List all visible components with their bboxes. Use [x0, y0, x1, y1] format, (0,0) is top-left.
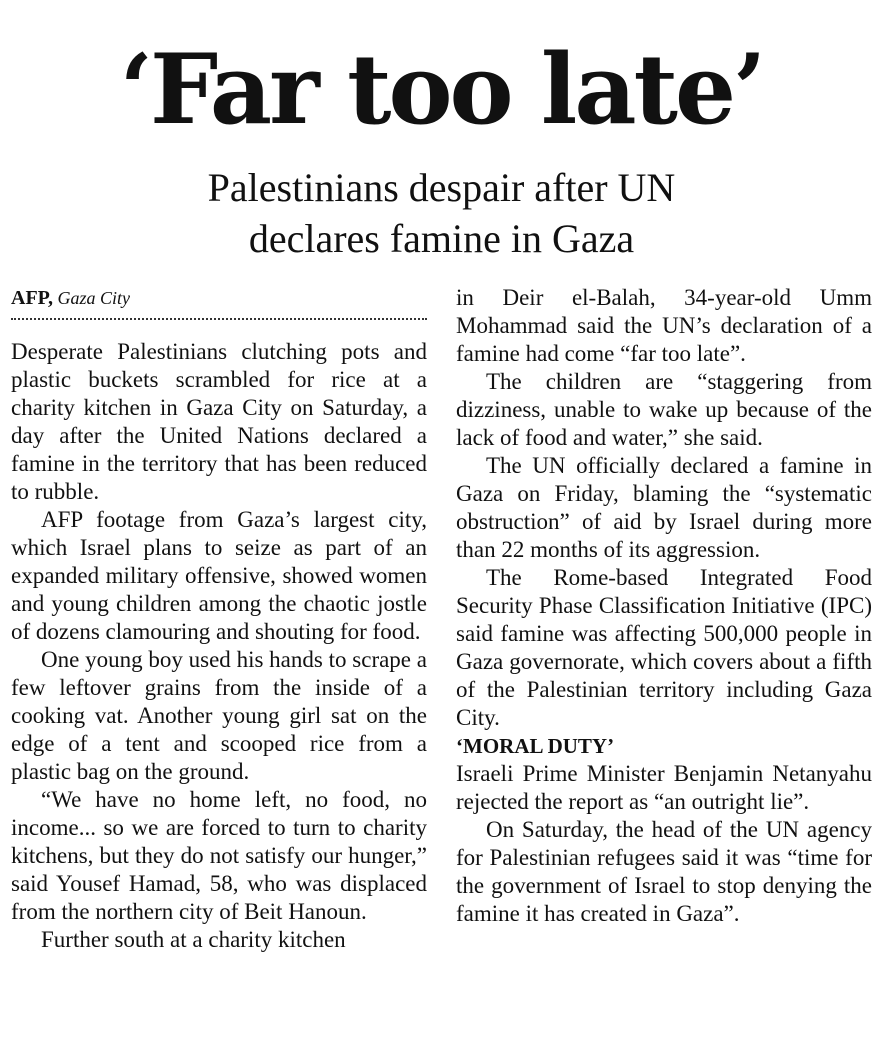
headline: ‘Far too late’ — [119, 33, 764, 146]
paragraph: The Rome-based Integrated Food Security Phase Classification Initiative (IPC) said famine was affecting 500,000 people in Gaza governorate, which covers about a fifth of the Palestinian territory including Gaza City. — [456, 565, 872, 730]
article-column-right — [456, 284, 872, 928]
crosshead: ‘MORAL DUTY’ — [456, 734, 615, 758]
dateline — [11, 284, 427, 320]
subheadline-line-1: Palestinians despair after UN — [207, 165, 676, 210]
paragraph: The children are “staggering from dizziness, unable to wake up because of the lack of food and water,” she said. — [456, 369, 872, 450]
paragraph: Desperate Palestinians clutching pots and plastic buckets scrambled for rice at a charity kitchen in Gaza City on Saturday, a day after the United Nations declared a famine in the territory that has been reduced to rubble. — [11, 339, 427, 504]
paragraph-continuation: in Deir el-Balah, 34-year-old Umm Mohammad said the UN’s declaration of a famine had come “far too late”. — [456, 285, 872, 366]
subheadline — [0, 162, 883, 264]
paragraph: On Saturday, the head of the UN agency for Palestinian refugees said it was “time for the government of Israel to stop denying the famine it has created in Gaza”. — [456, 817, 872, 926]
subheadline-line-2: declares famine in Gaza — [248, 216, 635, 261]
paragraph: AFP footage from Gaza’s largest city, which Israel plans to seize as part of an expanded military offensive, showed women and young children among the chaotic jostle of dozens clamouring and shouting for food. — [11, 507, 427, 644]
dateline-agency: AFP, — [11, 287, 54, 309]
paragraph: Israeli Prime Minister Benjamin Netanyahu rejected the report as “an outright lie”. — [456, 761, 872, 814]
paragraph: “We have no home left, no food, no income... so we are forced to turn to charity kitchens, but they do not satisfy our hunger,” said Yousef Hamad, 58, who was displaced from the northern city of Beit Hanoun. — [11, 787, 427, 924]
dateline-place: Gaza City — [57, 288, 131, 308]
paragraph: The UN officially declared a famine in Gaza on Friday, blaming the “systematic obstruction” of aid by Israel during more than 22 months of its aggression. — [456, 453, 872, 562]
paragraph: One young boy used his hands to scrape a few leftover grains from the inside of a cooking vat. Another young girl sat on the edge of a tent and scooped rice from a plastic bag on the ground. — [11, 647, 427, 784]
article-column-left — [11, 284, 427, 954]
paragraph: Further south at a charity kitchen — [41, 927, 346, 952]
